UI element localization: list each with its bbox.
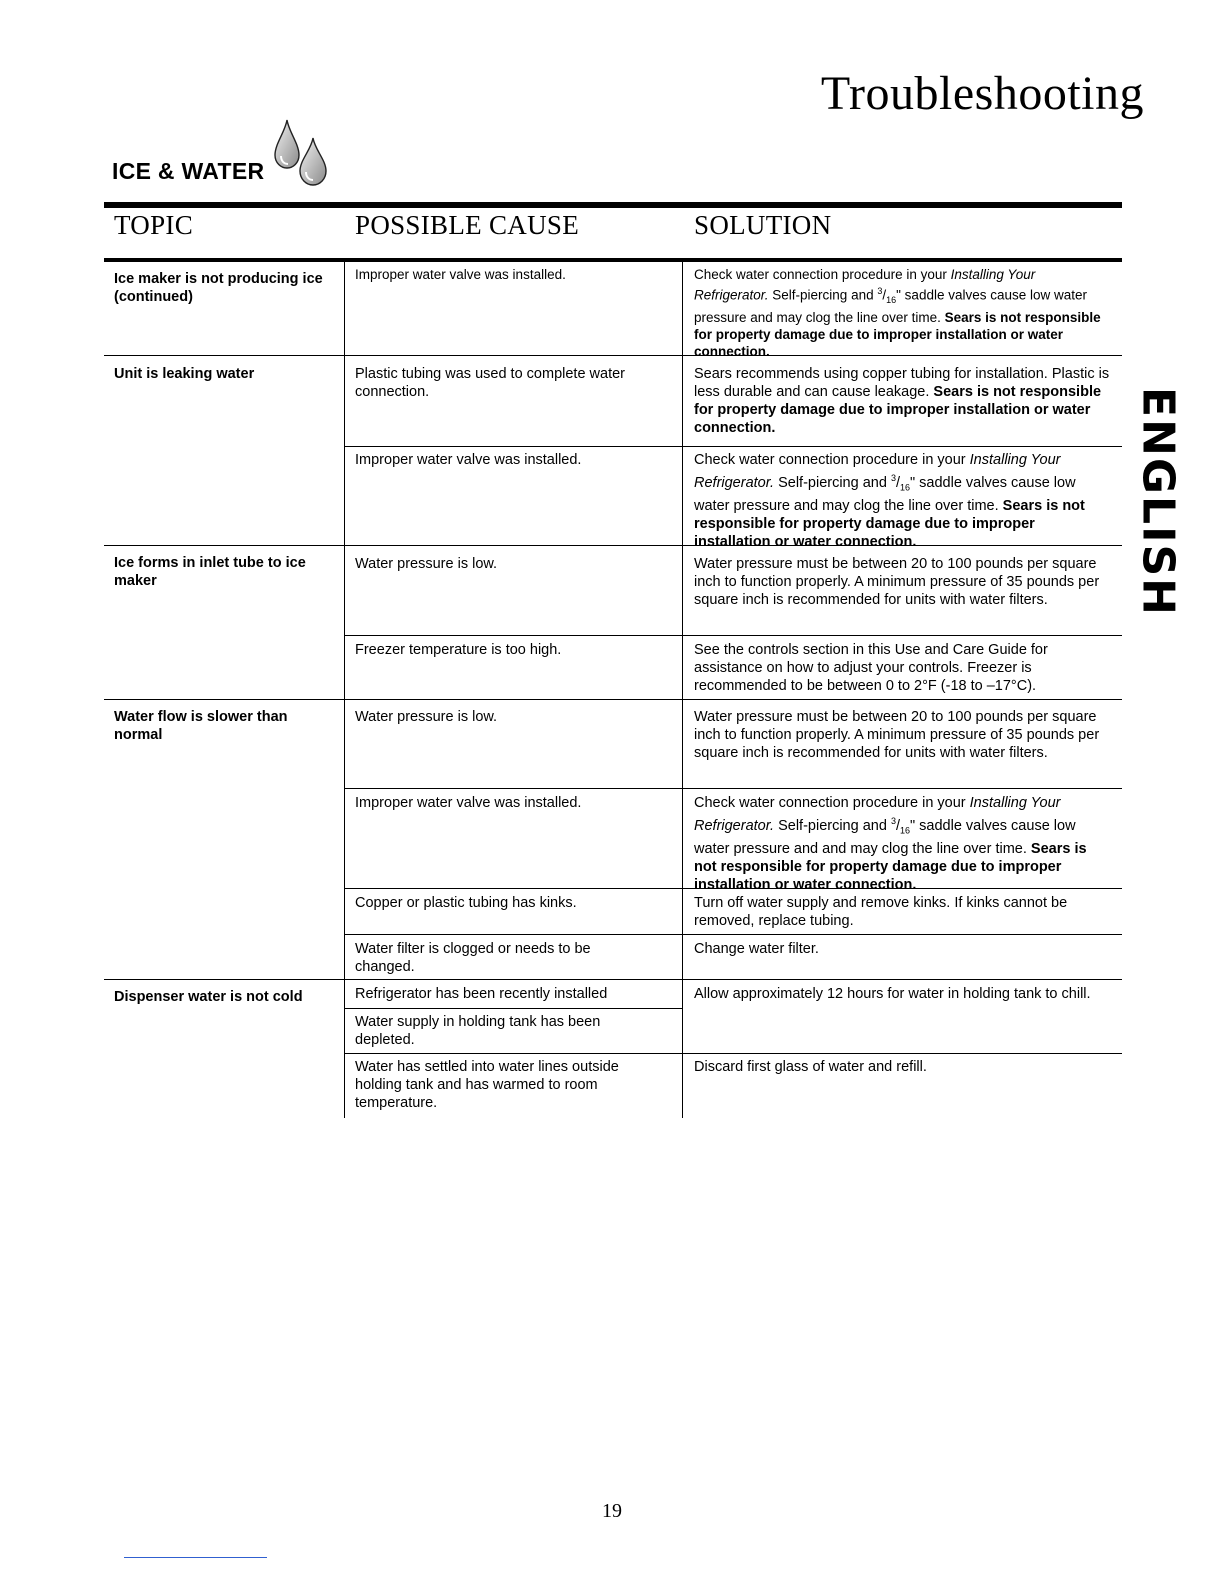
column-divider <box>344 262 345 1118</box>
solution-cell: Check water connection procedure in your Installing Your Refrigerator. Self-piercing and $^3/_{16}$" saddle valves cause low water pressure and may clog the line over time. Sears is not responsible for property damage due to improper installation or water connection. <box>694 267 1101 360</box>
cause-cell: Water filter is clogged or needs to be changed. <box>355 941 591 975</box>
table-header <box>0 206 1224 256</box>
solution-cell: Check water connection procedure in your Installing Your Refrigerator. Self-piercing and $^3/_{16}$" saddle valves cause low water pressure and and may clog the line over time. Sears is not responsible for property damage due to improper installation or water connection. <box>694 795 1087 893</box>
section-title: ICE & WATER <box>112 158 265 184</box>
solution-cell: Discard first glass of water and refill. <box>694 1059 927 1075</box>
row-divider <box>104 979 1122 980</box>
cause-cell: Refrigerator has been recently installed <box>355 986 608 1002</box>
solution-cell: Turn off water supply and remove kinks. If kinks cannot be removed, replace tubing. <box>694 895 1068 929</box>
header-topic: TOPIC <box>114 210 194 240</box>
page-title: Troubleshooting <box>820 67 1144 120</box>
footer-line <box>124 1557 267 1558</box>
solution-cell: Sears recommends using copper tubing for installation. Plastic is less durable and can cause leakage. Sears is not responsible for property damage due to improper installation or water connection. <box>694 366 1110 436</box>
language-side-tab: ENGLISH <box>1132 387 1184 617</box>
topic-cell: Ice forms in inlet tube to ice maker <box>114 555 306 589</box>
solution-cell: Water pressure must be between 20 to 100 pounds per square inch to function properly. A minimum pressure of 35 pounds per square inch is recommended for units with water filters. <box>694 709 1100 761</box>
cause-cell: Water supply in holding tank has been depleted. <box>355 1014 601 1048</box>
solution-cell: Allow approximately 12 hours for water in holding tank to chill. <box>694 986 1091 1002</box>
cause-cell: Improper water valve was installed. <box>355 795 582 811</box>
solution-cell: See the controls section in this Use and Care Guide for assistance on how to adjust your controls. Freezer is recommended to be between 0 to 2°F (-18 to –17°C). <box>694 642 1048 694</box>
page-number: 19 <box>602 1500 622 1522</box>
cause-cell: Copper or plastic tubing has kinks. <box>355 895 577 911</box>
water-drops-icon <box>270 118 334 190</box>
topic-cell: Dispenser water is not cold <box>114 989 303 1005</box>
topic-cell: Water flow is slower than normal <box>114 709 288 743</box>
row-divider <box>344 446 1122 447</box>
row-divider <box>344 1008 682 1009</box>
row-divider <box>104 699 1122 700</box>
cause-cell: Freezer temperature is too high. <box>355 642 562 658</box>
cause-cell: Water pressure is low. <box>355 556 498 572</box>
column-divider <box>682 262 683 1118</box>
header-cause: POSSIBLE CAUSE <box>355 210 579 240</box>
row-divider <box>344 934 1122 935</box>
topic-cell: Unit is leaking water <box>114 366 255 382</box>
solution-cell: Check water connection procedure in your Installing Your Refrigerator. Self-piercing and $^3/_{16}$" saddle valves cause low water pressure and may clog the line over time. Sears is not responsible for property damage due to improper installation or water connection. <box>694 452 1085 550</box>
cause-cell: Water has settled into water lines outside holding tank and has warmed to room temperature. <box>355 1059 619 1111</box>
topic-cell: Ice maker is not producing ice (continued) <box>114 271 323 305</box>
header-solution: SOLUTION <box>694 210 832 240</box>
cause-cell: Improper water valve was installed. <box>355 267 566 282</box>
solution-cell: Water pressure must be between 20 to 100 pounds per square inch to function properly. A minimum pressure of 35 pounds per square inch is recommended for units with water filters. <box>694 556 1100 608</box>
cause-cell: Improper water valve was installed. <box>355 452 582 468</box>
header-bottom-rule <box>104 258 1122 262</box>
row-divider <box>344 1053 1122 1054</box>
solution-cell: Change water filter. <box>694 941 819 957</box>
cause-cell: Plastic tubing was used to complete water connection. <box>355 366 625 400</box>
row-divider <box>344 788 1122 789</box>
cause-cell: Water pressure is low. <box>355 709 498 725</box>
row-divider <box>344 635 1122 636</box>
